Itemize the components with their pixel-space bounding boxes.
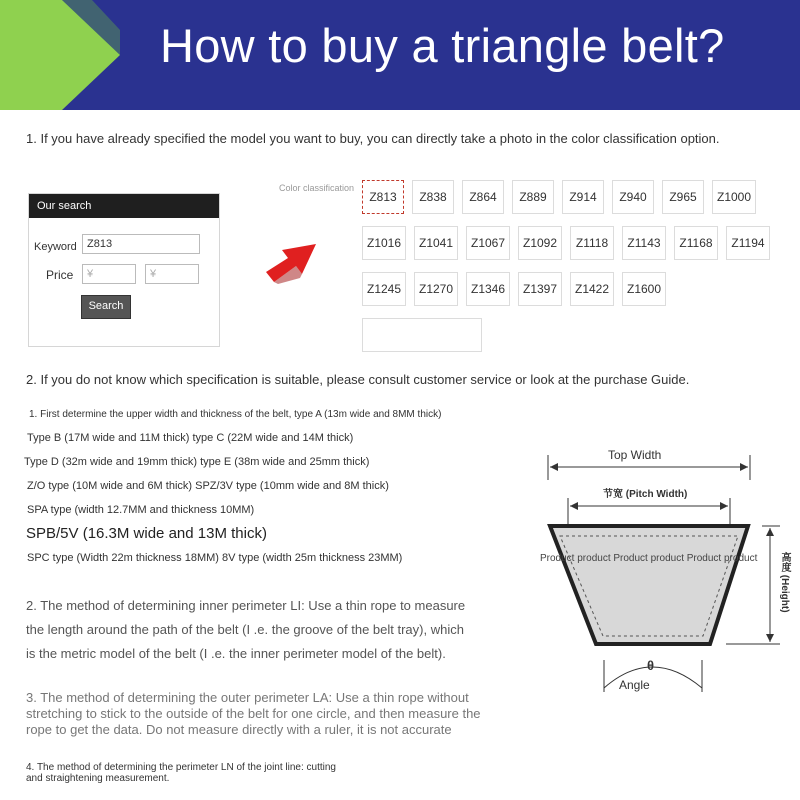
method3-line-1: 3. The method of determining the outer perimeter LA: Use a thin rope without xyxy=(26,690,469,705)
height-label: 高度 (Height) xyxy=(779,552,790,613)
height-arrow-bottom xyxy=(766,634,774,642)
color-option-z1143[interactable]: Z1143 xyxy=(622,226,666,260)
green-chevron-icon xyxy=(0,0,130,110)
color-option-z1092[interactable]: Z1092 xyxy=(518,226,562,260)
red-arrow-icon xyxy=(262,238,322,286)
color-option-z838[interactable]: Z838 xyxy=(412,180,454,214)
color-option-z889[interactable]: Z889 xyxy=(512,180,554,214)
step1-text: 1. If you have already specified the model you want to buy, you can directly take a photo in the color classification option. xyxy=(26,131,720,146)
theta-symbol: θ xyxy=(647,658,655,673)
belt-trapezoid xyxy=(550,526,748,644)
color-option-z1016[interactable]: Z1016 xyxy=(362,226,406,260)
top-width-arrow-left xyxy=(550,463,558,471)
price-label: Price xyxy=(46,268,74,282)
method3-line-3: rope to get the data. Do not measure directly with a ruler, it is not accurate xyxy=(26,722,452,737)
color-option-z1168[interactable]: Z1168 xyxy=(674,226,718,260)
price-max-input[interactable]: ¥ xyxy=(145,264,199,284)
pitch-width-arrow-left xyxy=(570,502,578,510)
guide-line-5: SPA type (width 12.7MM and thickness 10MM) xyxy=(27,504,255,516)
color-option-z1245[interactable]: Z1245 xyxy=(362,272,406,306)
search-panel-heading: Our search xyxy=(29,194,219,218)
search-panel xyxy=(28,193,220,347)
angle-label: Angle xyxy=(619,678,650,692)
search-button[interactable]: Search xyxy=(81,295,131,319)
empty-option-slot xyxy=(362,318,482,352)
pitch-width-label: 节宽 (Pitch Width) xyxy=(603,489,688,500)
guide-line-2: Type B (17M wide and 11M thick) type C (22M wide and 14M thick) xyxy=(27,432,354,444)
method2-line-2: the length around the path of the belt (I .e. the groove of the belt tray), which xyxy=(26,622,464,637)
keyword-label: Keyword xyxy=(34,241,77,253)
color-option-z1118[interactable]: Z1118 xyxy=(570,226,614,260)
color-classification-label: Color classification xyxy=(279,183,355,193)
page-title: How to buy a triangle belt? xyxy=(160,19,725,72)
color-option-z1600[interactable]: Z1600 xyxy=(622,272,666,306)
price-min-input[interactable]: ¥ xyxy=(82,264,136,284)
color-option-z1422[interactable]: Z1422 xyxy=(570,272,614,306)
color-option-z1067[interactable]: Z1067 xyxy=(466,226,510,260)
method2-line-1: 2. The method of determining inner perimeter LI: Use a thin rope to measure xyxy=(26,598,466,613)
guide-line-7: SPC type (Width 22m thickness 18MM) 8V type (width 25m thickness 23MM) xyxy=(27,552,403,564)
method2-line-3: is the metric model of the belt (I .e. the inner perimeter model of the belt). xyxy=(26,646,446,661)
color-option-z1041[interactable]: Z1041 xyxy=(414,226,458,260)
method4-line-1: 4. The method of determining the perimeter LN of the joint line: cutting xyxy=(26,762,336,773)
color-option-z1194[interactable]: Z1194 xyxy=(726,226,770,260)
keyword-input[interactable]: Z813 xyxy=(82,234,200,254)
color-option-z864[interactable]: Z864 xyxy=(462,180,504,214)
color-option-z1397[interactable]: Z1397 xyxy=(518,272,562,306)
header-banner xyxy=(0,0,800,110)
color-option-z965[interactable]: Z965 xyxy=(662,180,704,214)
guide-line-1: 1. First determine the upper width and thickness of the belt, type A (13m wide and 8MM thick) xyxy=(29,409,442,420)
color-option-z1346[interactable]: Z1346 xyxy=(466,272,510,306)
watermark-text: Product product Product product Product product xyxy=(540,553,758,564)
height-arrow-top xyxy=(766,528,774,536)
top-width-label: Top Width xyxy=(608,448,662,462)
color-option-z914[interactable]: Z914 xyxy=(562,180,604,214)
belt-cross-section-diagram xyxy=(530,440,800,700)
step2-text: 2. If you do not know which specification is suitable, please consult customer service or look at the purchase Guide. xyxy=(26,372,690,387)
guide-line-4: Z/O type (10M wide and 6M thick) SPZ/3V type (10mm wide and 8M thick) xyxy=(27,480,389,492)
top-width-arrow-right xyxy=(740,463,748,471)
guide-line-3: Type D (32m wide and 19mm thick) type E (38m wide and 25mm thick) xyxy=(24,456,370,468)
method3-line-2: stretching to stick to the outside of the belt for one circle, and then measure the xyxy=(26,706,481,721)
guide-line-6: SPB/5V (16.3M wide and 13M thick) xyxy=(26,525,267,542)
color-option-z1270[interactable]: Z1270 xyxy=(414,272,458,306)
color-option-z813[interactable]: Z813 xyxy=(362,180,404,214)
color-option-z940[interactable]: Z940 xyxy=(612,180,654,214)
color-option-z1000[interactable]: Z1000 xyxy=(712,180,756,214)
pitch-width-arrow-right xyxy=(720,502,728,510)
method4-line-2: and straightening measurement. xyxy=(26,773,170,784)
